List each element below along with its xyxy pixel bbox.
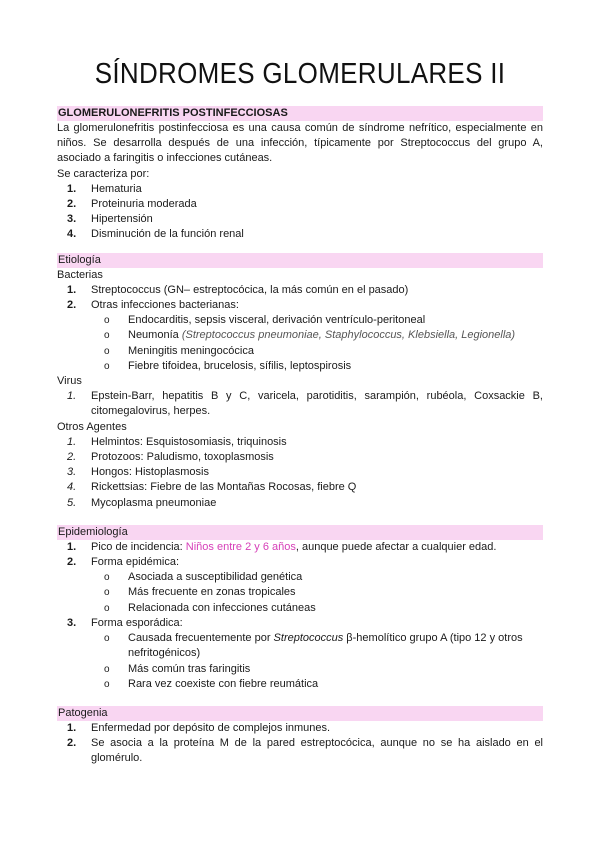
list-item: o Endocarditis, sepsis visceral, derivación ventrículo-peritoneal <box>104 314 426 327</box>
virus-label: Virus <box>57 375 82 388</box>
list-item: o Neumonía (Streptococcus pneumoniae, Staphylococcus, Klebsiella, Legionella) <box>104 329 516 342</box>
list-item: 1. Pico de incidencia: Niños entre 2 y 6 años, aunque puede afectar a cualquier edad. <box>67 540 497 553</box>
list-item: o Causada frecuentemente por Streptococcus β-hemolítico grupo A (tipo 12 y otros nefritogénicos) <box>104 632 523 660</box>
list-item: o Meningitis meningocócica <box>104 344 254 357</box>
characteristics-list <box>57 182 543 243</box>
characteristics-lead: Se caracteriza por: <box>57 167 150 180</box>
list-item: 2. Proteinuria moderada <box>67 198 197 211</box>
epidemiologia-list <box>57 540 543 692</box>
epidemica-sublist <box>91 570 543 616</box>
page-title: SÍNDROMES GLOMERULARES II <box>94 56 506 90</box>
list-item: 3. Forma esporádica: o Causada frecuentemente por Streptococcus β-hemolítico grupo A (tipo 12 y otros nefritogénicos) o Más común tras faringitis o Rara vez coexiste con fiebre reumática <box>57 616 543 692</box>
virus-list <box>57 389 543 419</box>
section-heading-etiologia: Etiología <box>57 253 543 268</box>
intro-paragraph: La glomerulonefritis postinfecciosa es una causa común de síndrome nefrítico, especialmente en niños. Se desarrolla después de una infección, típicamente por Streptococcus del grupo A, asociado a faringitis o infecciones cutáneas. <box>57 122 543 165</box>
list-item: 1. Enfermedad por depósito de complejos inmunes. <box>67 721 331 734</box>
list-item: 1. Hematuria <box>67 182 142 195</box>
list-item: 3. Hongos: Histoplasmosis <box>67 466 209 479</box>
list-item: o Relacionada con infecciones cutáneas <box>104 601 316 614</box>
list-item: o Más frecuente en zonas tropicales <box>104 586 296 599</box>
list-item: 1. Helmintos: Esquistosomiasis, triquinosis <box>67 435 287 448</box>
otros-agentes-list <box>57 435 543 511</box>
section-heading-epidemiologia: Epidemiología <box>57 525 543 540</box>
list-item: o Fiebre tifoidea, brucelosis, sífilis, leptospirosis <box>104 359 352 372</box>
section-heading-patogenia: Patogenia <box>57 706 543 721</box>
esporadica-sublist <box>91 631 543 692</box>
list-item: 2. Se asocia a la proteína M de la pared estreptocócica, aunque no se ha aislado en el glomérulo. <box>67 737 543 765</box>
bacterias-sublist <box>91 313 543 374</box>
list-item: 1. Epstein-Barr, hepatitis B y C, varicela, parotiditis, sarampión, rubéola, Coxsackie B, citomegalovirus, herpes. <box>67 390 543 418</box>
list-item: o Asociada a susceptibilidad genética <box>104 571 303 584</box>
list-item: 4. Disminución de la función renal <box>67 228 244 241</box>
list-item: 2. Forma epidémica: o Asociada a susceptibilidad genética o Más frecuente en zonas tropicales o Relacionada con infecciones cutáneas <box>57 555 543 616</box>
list-item: 5. Mycoplasma pneumoniae <box>67 496 217 509</box>
otros-agentes-label: Otros Agentes <box>57 420 127 433</box>
section-heading-glomerulonefritis: GLOMERULONEFRITIS POSTINFECCIOSAS <box>57 106 543 121</box>
bacterias-list <box>57 283 543 374</box>
list-item: 3. Hipertensión <box>67 213 153 226</box>
document-body <box>57 106 543 767</box>
list-item: 1. Streptococcus (GN– estreptocócica, la más común en el pasado) <box>67 283 409 296</box>
list-item: 2. Protozoos: Paludismo, toxoplasmosis <box>67 451 274 464</box>
list-item: o Más común tras faringitis <box>104 662 251 675</box>
highlight-text: Niños entre 2 y 6 años <box>185 540 296 553</box>
list-item: o Rara vez coexiste con fiebre reumática <box>104 677 319 690</box>
patogenia-list <box>57 721 543 767</box>
bacterias-label: Bacterias <box>57 268 103 281</box>
list-item: 4. Rickettsias: Fiebre de las Montañas Rocosas, fiebre Q <box>67 481 357 494</box>
list-item: 2. Otras infecciones bacterianas: o Endocarditis, sepsis visceral, derivación ventrículo-peritoneal o Neumonía (Streptococcus pneumoniae, Staphylococcus, Klebsiella, Legionella) o Meningitis meningocócica o Fiebre tifoidea, brucelosis, sífilis, leptospirosis <box>57 298 543 374</box>
